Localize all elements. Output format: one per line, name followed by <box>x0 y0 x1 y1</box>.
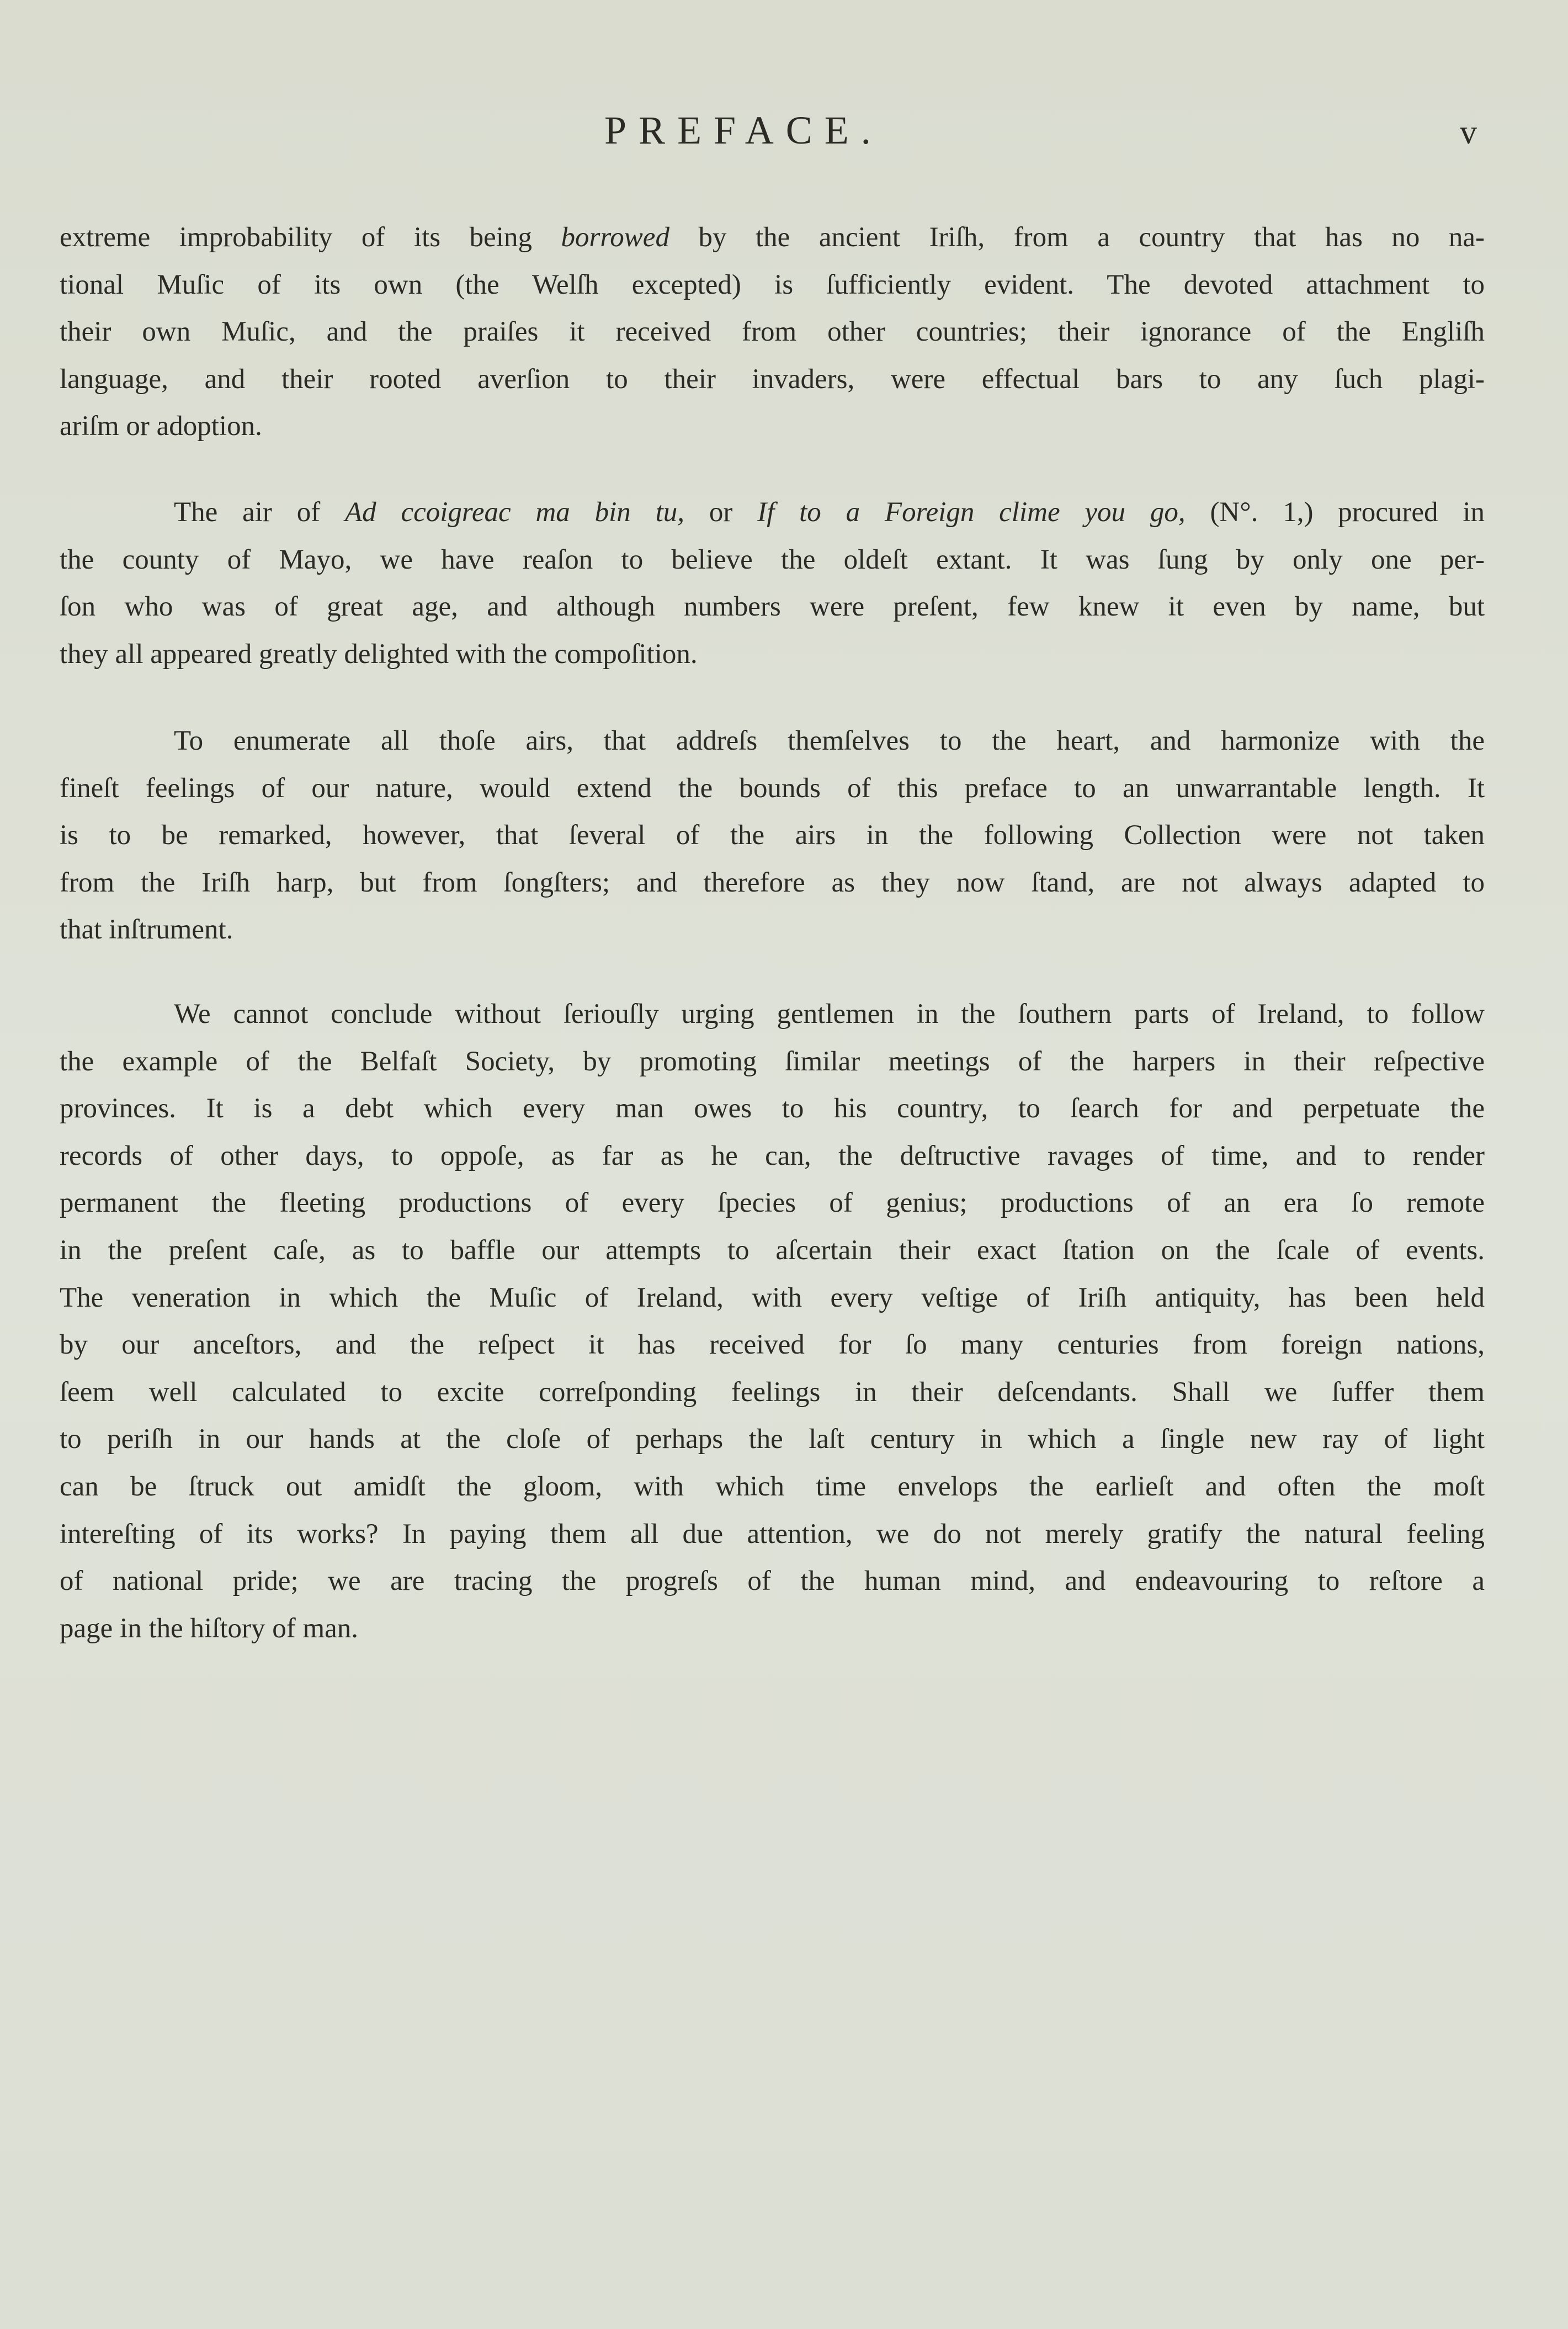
italic-title: Ad ccoigreac ma bin tu, <box>345 497 685 528</box>
text-segment: is to be remarked, however, that ſeveral of the airs in the following Collection were not taken <box>60 820 1485 851</box>
text-segment: in the preſent caſe, as to baffle our attempts to aſcertain their exact ſtation on the ſcale of events. <box>60 1235 1485 1266</box>
text-segment: The air of <box>174 497 346 528</box>
text-line <box>60 819 1485 852</box>
text-line <box>60 913 1485 946</box>
text-segment: ariſm or adoption. <box>60 411 262 442</box>
text-segment: provinces. It is a debt which every man owes to his country, to ſearch for and perpetuate the <box>60 1093 1485 1124</box>
text-line <box>174 496 1485 529</box>
text-segment: from the Iriſh harp, but from ſongſters; and therefore as they now ſtand, are not always adapted to <box>60 867 1485 898</box>
text-line <box>60 1281 1485 1314</box>
text-line <box>60 772 1485 805</box>
text-segment: fineſt feelings of our nature, would extend the bounds of this preface to an unwarrantable length. It <box>60 772 1485 804</box>
page-number: v <box>1460 114 1477 151</box>
text-segment: to periſh in our hands at the cloſe of perhaps the laſt century in which a ſingle new ray of light <box>60 1424 1485 1455</box>
text-segment: of national pride; we are tracing the progreſs of the human mind, and endeavouring to reſtore a <box>60 1566 1485 1597</box>
text-segment: ſeem well calculated to excite correſponding feelings in their deſcendants. Shall we ſuffer them <box>60 1376 1485 1408</box>
text-line <box>60 1328 1485 1361</box>
text-line <box>60 221 1485 254</box>
text-line <box>60 268 1485 301</box>
text-segment: language, and their rooted averſion to their invaders, were effectual bars to any ſuch plagi- <box>60 363 1485 395</box>
text-segment: they all appeared greatly delighted with the compoſition. <box>60 638 698 670</box>
running-header <box>0 108 1568 157</box>
text-segment: (N°. 1,) procured in <box>1185 497 1485 528</box>
text-segment: The veneration in which the Muſic of Ireland, with every veſtige of Iriſh antiquity, has been held <box>60 1282 1485 1313</box>
text-segment: extreme improbability of its being <box>60 222 561 253</box>
text-line <box>174 998 1485 1031</box>
italic-title: borrowed <box>561 222 669 253</box>
text-line <box>60 866 1485 899</box>
text-line <box>60 1045 1485 1078</box>
text-line <box>60 1423 1485 1456</box>
text-segment: or <box>684 497 758 528</box>
text-segment: by the ancient Iriſh, from a country that has no na- <box>669 222 1485 253</box>
text-segment: ſon who was of great age, and although numbers were preſent, few knew it even by name, but <box>60 591 1485 623</box>
text-line <box>60 1470 1485 1503</box>
text-line <box>60 1612 1485 1645</box>
text-segment: the county of Mayo, we have reaſon to believe the oldeſt extant. It was ſung by only one per- <box>60 544 1485 575</box>
text-line <box>174 724 1485 757</box>
text-line <box>60 410 1485 443</box>
text-line <box>60 363 1485 396</box>
text-line <box>60 1376 1485 1409</box>
italic-title: If to a Foreign clime you go, <box>757 497 1186 528</box>
text-line <box>60 315 1485 348</box>
text-line <box>60 1092 1485 1125</box>
text-segment: intereſting of its works? In paying them all due attention, we do not merely gratify the natural feeling <box>60 1518 1485 1550</box>
text-line <box>60 1139 1485 1173</box>
page-title: PREFACE. <box>604 108 883 152</box>
text-line <box>60 1234 1485 1267</box>
text-segment: the example of the Belfaſt Society, by promoting ſimilar meetings of the harpers in their reſpective <box>60 1046 1485 1077</box>
text-segment: page in the hiſtory of man. <box>60 1612 359 1644</box>
text-segment: that inſtrument. <box>60 914 233 946</box>
text-segment: can be ſtruck out amidſt the gloom, with which time envelops the earlieſt and often the moſt <box>60 1471 1485 1502</box>
text-segment: records of other days, to oppoſe, as far as he can, the deſtructive ravages of time, and to render <box>60 1140 1485 1171</box>
text-line <box>60 638 1485 671</box>
text-segment: tional Muſic of its own (the Welſh excepted) is ſufficiently evident. The devoted attachment to <box>60 269 1485 300</box>
text-segment: their own Muſic, and the praiſes it received from other countries; their ignorance of the Engliſh <box>60 316 1485 348</box>
text-line <box>60 1186 1485 1219</box>
text-segment: by our anceſtors, and the reſpect it has received for ſo many centuries from foreign nations, <box>60 1329 1485 1361</box>
text-line <box>60 1518 1485 1551</box>
text-segment: To enumerate all thoſe airs, that addreſs themſelves to the heart, and harmonize with the <box>174 725 1485 756</box>
text-line <box>60 543 1485 576</box>
text-segment: permanent the fleeting productions of every ſpecies of genius; productions of an era ſo remote <box>60 1187 1485 1219</box>
text-segment: We cannot conclude without ſeriouſly urging gentlemen in the ſouthern parts of Ireland, to follow <box>174 999 1485 1030</box>
text-line <box>60 1564 1485 1598</box>
text-line <box>60 590 1485 623</box>
